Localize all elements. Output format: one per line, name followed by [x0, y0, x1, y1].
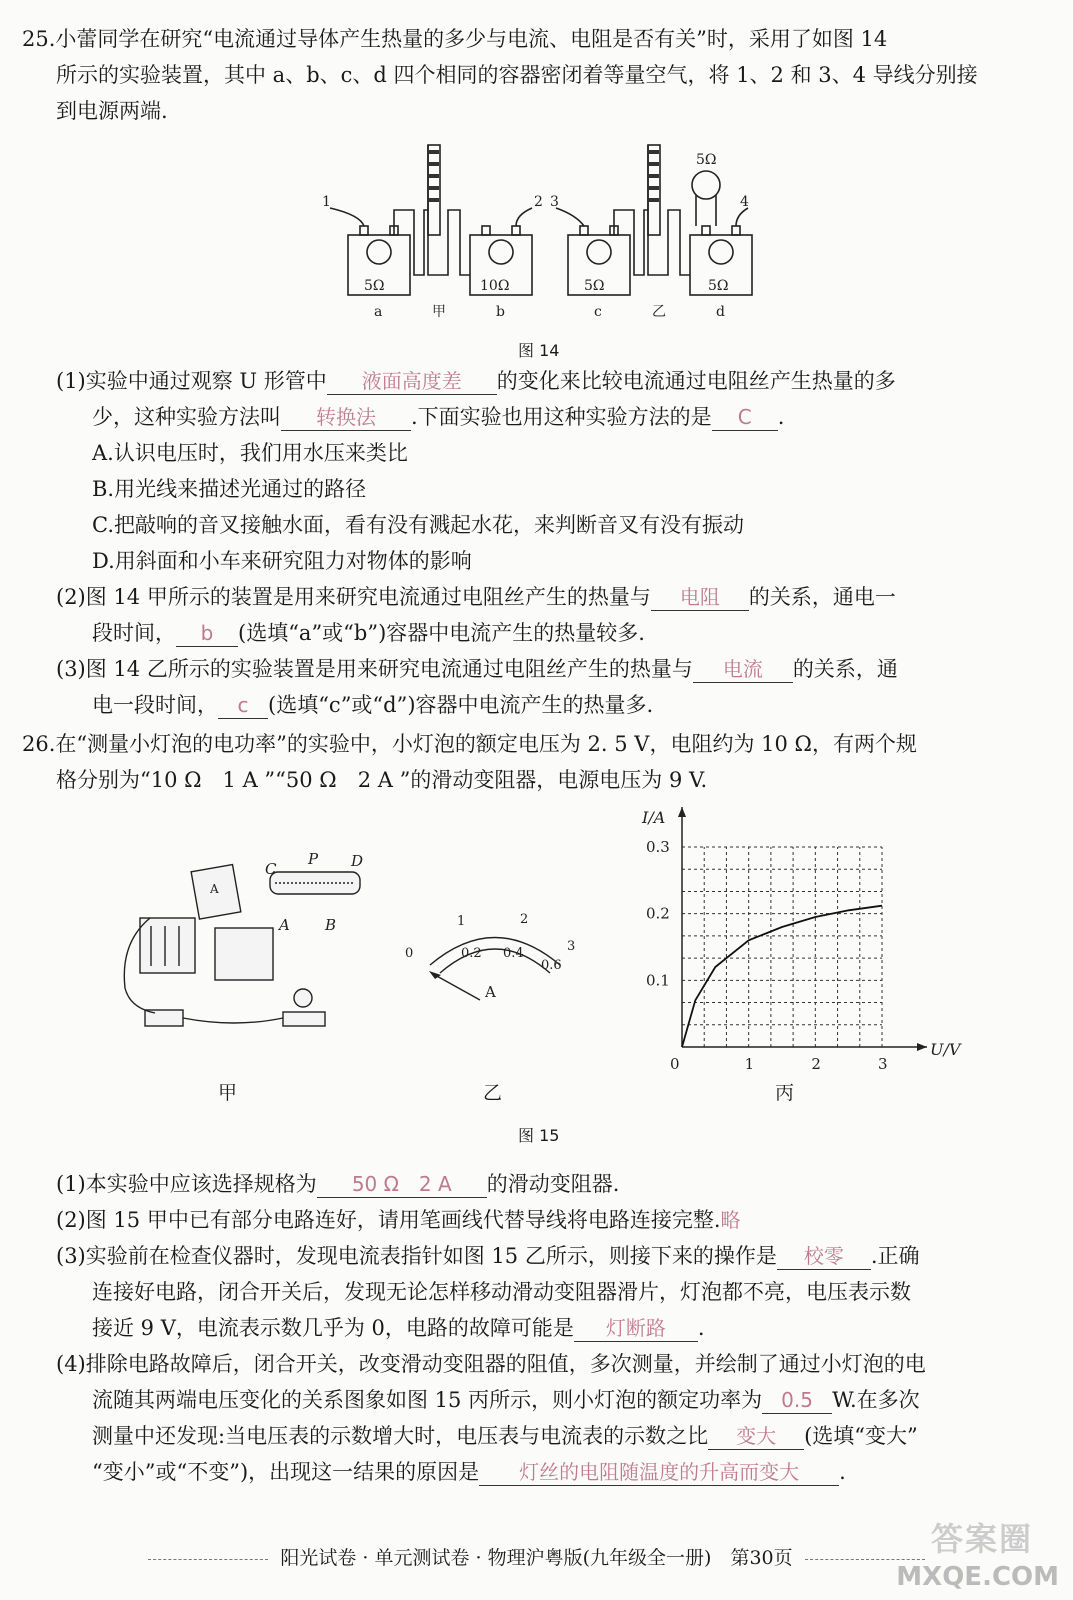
q25-option-a: A.认识电压时，我们用水压来类比: [92, 441, 408, 465]
meter-unit: A: [485, 983, 496, 1001]
meter-bottom-0: 0: [405, 946, 414, 961]
q26-p4-text-3: W.在多次: [832, 1388, 920, 1412]
q26-answer-2: 略: [720, 1208, 741, 1232]
q26-p2-text-1: (2)图 15 甲中已有部分电路连好，请用笔画线代替导线将电路连接完整.: [56, 1208, 721, 1232]
q26-p4-text-6: “变小”或“不变”)，出现这一结果的原因是: [92, 1460, 480, 1484]
q26-answer-7: 灯丝的电阻随温度的升高而变大: [479, 1459, 839, 1486]
q26-line-1: 26.在“测量小灯泡的电功率”的实验中，小灯泡的额定电压为 2. 5 V，电阻约为 10 Ω，有两个规: [22, 732, 917, 756]
q25-p3-text-3: 电一段时间，: [92, 693, 218, 717]
x-tick-label: 2: [811, 1055, 821, 1073]
q25-p1-text-5: .: [777, 405, 785, 429]
ammeter-symbol: A: [210, 882, 219, 896]
rheostat-label-b: B: [325, 916, 337, 934]
rheostat-label-a: A: [279, 916, 290, 934]
q26-p4-text-4: 测量中还发现:当电压表的示数增大时，电压表与电流表的示数之比: [92, 1424, 709, 1448]
q25-line-2: 所示的实验装置，其中 a、b、c、d 四个相同的容器密闭着等量空气，将 1、2 和 3、4 导线分别接: [56, 63, 978, 87]
q25-p3-text-2: 的关系，通: [792, 657, 898, 681]
q26-p3-line-2: 连接好电路，闭合开关后，发现无论怎样移动滑动变阻器滑片，灯泡都不亮，电压表示数: [92, 1280, 911, 1304]
q25-p1-text-2: 的变化来比较电流通过电阻丝产生热量的多: [496, 369, 896, 393]
iu-chart: [630, 805, 970, 1085]
q25-p1-text-4: .下面实验也用这种实验方法的是: [411, 405, 712, 429]
rheostat-label-p: P: [308, 850, 319, 868]
q25-answer-4: 电阻: [651, 584, 749, 611]
y-tick-label: 0.2: [646, 904, 670, 923]
q26-p1-text-2: 的滑动变阻器.: [486, 1172, 620, 1196]
q25-p1-line-1: [56, 367, 896, 395]
q25-p3-line-1: [56, 655, 898, 683]
x-axis-arrow: [917, 1043, 927, 1051]
rheostat-label-c: C: [265, 860, 277, 878]
container-a-label: a: [374, 304, 383, 320]
q25-answer-1: 液面高度差: [327, 368, 497, 395]
watermark-logo: 答案圈: [930, 1520, 1033, 1558]
container-c-label: c: [594, 304, 602, 320]
q26-p4-text-2: 流随其两端电压变化的关系图象如图 15 丙所示，则小灯泡的额定功率为: [92, 1388, 763, 1412]
figure-15-jia: [115, 848, 365, 1048]
q25-p2-text-4: (选填“a”或“b”)容器中电流产生的热量较多.: [238, 621, 645, 645]
figure-15-jia-label: 甲: [218, 1082, 238, 1104]
q25-p2-text-1: (2)图 14 甲所示的装置是用来研究电流通过电阻丝产生的热量与: [56, 585, 651, 609]
q26-p3-line-1: [56, 1242, 920, 1270]
q26-answer-4: 灯断路: [574, 1315, 698, 1342]
q25-p3-text-4: (选填“c”或“d”)容器中电流产生的热量多.: [268, 693, 654, 717]
meter-bottom-04: 0.4: [503, 946, 524, 961]
fig-jia-label: 甲: [432, 304, 446, 320]
figure-15-caption: 图 15: [518, 1126, 560, 1145]
iu-curve: [682, 906, 882, 1047]
meter-top-1: 1: [457, 914, 466, 929]
q26-p3-text-4: 接近 9 V，电流表示数几乎为 0，电路的故障可能是: [92, 1316, 574, 1340]
container-b-label: b: [496, 304, 505, 320]
rheostat-label-d: D: [351, 852, 364, 870]
y-axis-arrow: [678, 807, 686, 817]
q25-answer-5: b: [176, 620, 238, 647]
res-parallel-label: 5Ω: [696, 152, 717, 168]
q25-option-b: B.用光线来描述光通过的路径: [92, 477, 367, 501]
q26-p3-text-2: .正确: [870, 1244, 920, 1268]
x-axis-label: U/V: [930, 1040, 961, 1059]
y-tick-label: 0.1: [646, 971, 670, 990]
footer-text: 阳光试卷 · 单元测试卷 · 物理沪粤版(九年级全一册) 第30页: [280, 1547, 793, 1569]
q25-p2-text-3: 段时间，: [92, 621, 176, 645]
figure-15-yi: [395, 905, 595, 1015]
q26-p3-line-3: [92, 1314, 705, 1342]
x-tick-label: 0: [670, 1055, 680, 1073]
q26-p4-line-4: [92, 1458, 846, 1486]
wire-3-label: 3: [550, 194, 559, 210]
q25-option-d: D.用斜面和小车来研究阻力对物体的影响: [92, 549, 472, 573]
y-tick-label: 0.3: [646, 838, 670, 856]
res-c-label: 5Ω: [584, 278, 605, 294]
q25-p3-line-2: [92, 691, 653, 719]
q26-answer-5: 0.5: [762, 1387, 832, 1414]
meter-bottom-02: 0.2: [461, 946, 482, 961]
q26-p1-text-1: (1)本实验中应该选择规格为: [56, 1172, 317, 1196]
container-d-label: d: [716, 304, 725, 320]
q26-p4-line-3: [92, 1422, 918, 1450]
q25-p1-text-1: (1)实验中通过观察 U 形管中: [56, 369, 327, 393]
q25-line-1: 25.小蕾同学在研究“电流通过导体产生热量的多少与电流、电阻是否有关”时，采用了如图 14: [22, 27, 888, 51]
res-a-label: 5Ω: [364, 278, 385, 294]
watermark: MXQE.COM: [896, 1562, 1059, 1592]
meter-top-3: 3: [567, 939, 576, 954]
q25-p3-text-1: (3)图 14 乙所示的实验装置是用来研究电流通过电阻丝产生的热量与: [56, 657, 693, 681]
y-axis-label: I/A: [642, 808, 666, 827]
q25-answer-3: C: [712, 404, 778, 431]
q26-p2-line: [56, 1206, 741, 1234]
wire-4-label: 4: [740, 194, 749, 210]
wire-1-label: 1: [322, 194, 331, 210]
res-b-label: 10Ω: [480, 278, 510, 294]
q25-answer-7: c: [218, 692, 268, 719]
wire-2-label: 2: [534, 194, 543, 210]
q25-p1-line-2: [92, 403, 784, 431]
q25-p2-text-2: 的关系，通电一: [748, 585, 896, 609]
q26-p4-line-2: [92, 1386, 920, 1414]
q26-p4-text-5: (选填“变大”: [804, 1424, 918, 1448]
q26-p4-text-7: .: [839, 1460, 846, 1484]
figure-15-bing-label: 丙: [775, 1082, 795, 1104]
meter-top-2: 2: [520, 912, 529, 927]
q25-p2-line-2: [92, 619, 645, 647]
q26-line-2: 格分别为“10 Ω 1 A ”“50 Ω 2 A ”的滑动变阻器，电源电压为 9 V.: [56, 768, 708, 792]
res-d-label: 5Ω: [708, 278, 729, 294]
q25-answer-2: 转换法: [281, 404, 411, 431]
q25-line-3: 到电源两端.: [56, 99, 168, 123]
q26-answer-1: 50 Ω 2 A: [317, 1171, 487, 1198]
x-tick-label: 3: [878, 1055, 888, 1073]
q26-p3-text-5: .: [697, 1316, 705, 1340]
q26-p4-line-1: (4)排除电路故障后，闭合开关，改变滑动变阻器的阻值，多次测量，并绘制了通过小灯泡的电: [56, 1352, 926, 1376]
q25-answer-6: 电流: [693, 656, 793, 683]
q25-p1-text-3: 少，这种实验方法叫: [92, 405, 281, 429]
q26-p1-line: [56, 1170, 619, 1198]
q26-answer-3: 校零: [777, 1243, 871, 1270]
figure-15-yi-label: 乙: [483, 1082, 503, 1104]
q25-p2-line-1: [56, 583, 896, 611]
q26-answer-6: 变大: [708, 1423, 804, 1450]
fig-yi-label: 乙: [652, 304, 666, 320]
q25-option-c: C.把敲响的音叉接触水面，看有没有溅起水花，来判断音叉有没有振动: [92, 513, 744, 537]
meter-bottom-06: 0.6: [541, 958, 562, 973]
figure-14-caption: 图 14: [518, 341, 560, 360]
q26-p3-text-1: (3)实验前在检查仪器时，发现电流表指针如图 15 乙所示，则接下来的操作是: [56, 1244, 777, 1268]
x-tick-label: 1: [744, 1055, 755, 1073]
figure-14: [320, 140, 760, 330]
